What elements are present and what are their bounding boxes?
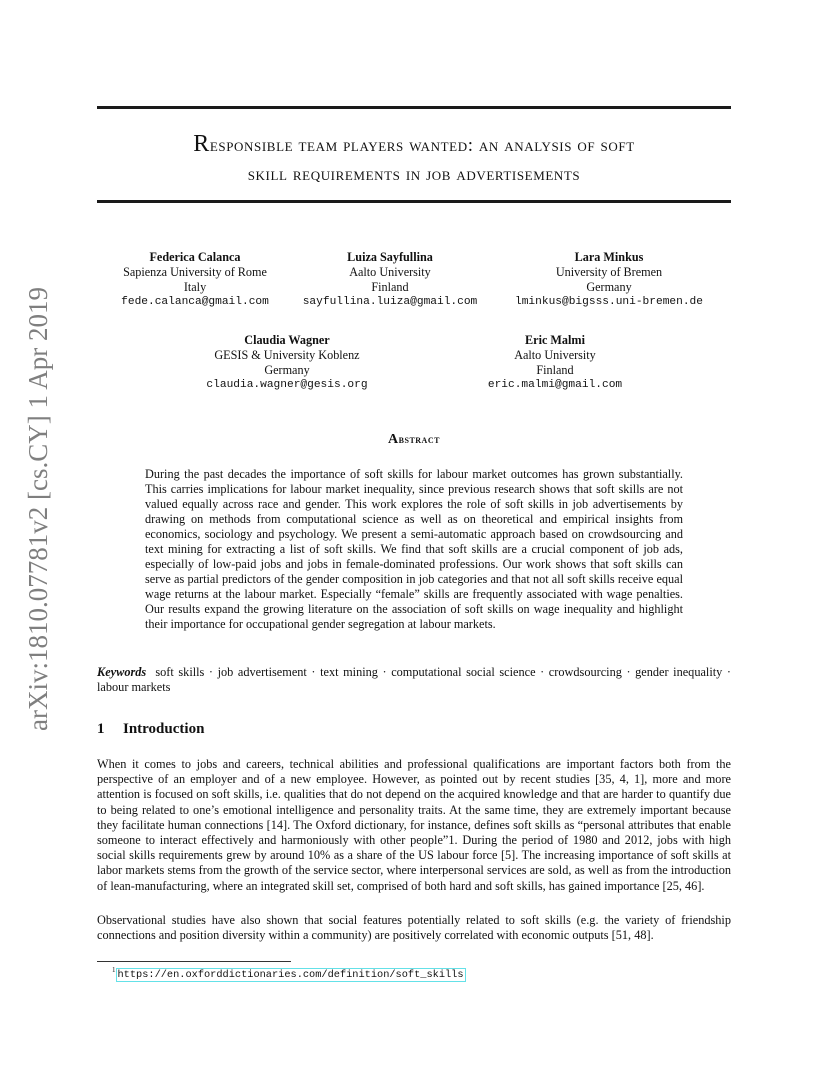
author-name: Claudia Wagner (244, 333, 330, 347)
author-name: Lara Minkus (574, 250, 644, 264)
author-block (489, 250, 729, 310)
body-paragraph: Observational studies have also shown that social features potentially related to soft skills (e.g. the variety of friendship connections and position diversity within a community) are positively correlated with economic outputs [51, 48]. (97, 913, 731, 943)
author-name: Luiza Sayfullina (347, 250, 433, 264)
author-country: Germany (264, 363, 310, 377)
keywords-list: soft skills · job advertisement · text mining · computational social science · crowdsourcing · gender inequality · labour markets (97, 665, 731, 694)
section-heading (97, 721, 204, 738)
title-line-2: skill requirements in job advertisements (247, 164, 581, 185)
title-line-1-rest: esponsible team players wanted: an analysis of soft (209, 135, 635, 156)
author-country: Italy (183, 280, 207, 294)
section-number: 1 (97, 721, 105, 737)
author-email: sayfullina.luiza@gmail.com (302, 296, 478, 308)
author-affiliation: Sapienza University of Rome (123, 265, 267, 279)
author-name: Eric Malmi (525, 333, 585, 347)
author-country: Germany (586, 280, 632, 294)
keywords-label: Keywords (97, 665, 147, 679)
arxiv-identifier-stamp: arXiv:1810.07781v2 [cs.CY] 1 Apr 2019 (23, 287, 53, 731)
footnote-marker: 1 (112, 966, 116, 974)
title-line-1 (97, 130, 731, 160)
footnote (112, 963, 466, 982)
title-initial: R (193, 131, 210, 157)
body-paragraph: When it comes to jobs and careers, technical abilities and professional qualifications are important factors both from the perspective of an employer and of a new employee. However, as pointed out by recent studies [35, 4, 1], more and more attention is focused on soft skills, i.e. qualities that do not depend on the acquired knowledge and that are harder to quantify due to being related to one’s emotional intelligence and personality traits. At the same time, they are extremely important because they facilitate human connections [14]. The Oxford dictionary, for instance, defines soft skills as “personal attributes that enable someone to interact effectively and harmoniously with other people”1. During the period of 1980 and 2012, jobs with high social skills requirements grew by around 10% as a share of the US labour force [5]. The increasing importance of soft skills at labor markets stems from the growth of the service sector, where interpersonal services are sold, as well as from the introduction of lean-manufacturing, where an integrated skill set, comprised of both hard and soft skills, has gained importance [25, 46]. (97, 757, 731, 893)
footnote-rule (97, 961, 291, 962)
author-block (167, 333, 407, 393)
author-block (270, 250, 510, 310)
abstract-heading-rest: bstract (398, 432, 440, 446)
author-email: fede.calanca@gmail.com (121, 296, 269, 308)
author-email: lminkus@bigsss.uni-bremen.de (515, 296, 703, 308)
author-block (435, 333, 675, 393)
author-affiliation: University of Bremen (555, 265, 663, 279)
author-email: eric.malmi@gmail.com (487, 379, 623, 391)
abstract-text: During the past decades the importance of soft skills for labour market outcomes has grown substantially. This carries implications for labour market inequality, since previous research shows that soft skills are not valued equally across race and gender. This work explores the role of soft skills in job advertisements by drawing on methods from computational science as well as on theoretical and empirical insights from economics, sociology and psychology. We present a semi-automatic approach based on crowdsourcing and text mining for extracting a list of soft skills. We find that soft skills are a crucial component of job ads, especially of low-paid jobs and jobs in female-dominated professions. Our work shows that soft skills can serve as partial predictors of the gender composition in job categories and that not all soft skills receive equal wage returns at the labour market. Especially “female” skills are frequently associated with wage penalties. Our results expand the growing literature on the association of soft skills on wage inequality and highlight their importance for occupational gender segregation at labour markets. (145, 467, 683, 631)
author-country: Finland (536, 363, 574, 377)
section-title: Introduction (123, 721, 205, 737)
author-affiliation: GESIS & University Koblenz (214, 348, 360, 362)
author-email: claudia.wagner@gesis.org (206, 379, 368, 391)
author-affiliation: Aalto University (349, 265, 431, 279)
paper-title (97, 130, 731, 189)
abstract-heading (97, 432, 731, 448)
footnote-link[interactable]: https://en.oxforddictionaries.com/definition/soft_skills (117, 968, 464, 981)
author-name: Federica Calanca (149, 250, 241, 264)
keywords-line (97, 665, 731, 695)
title-rule-top (97, 106, 731, 109)
author-affiliation: Aalto University (514, 348, 596, 362)
author-country: Finland (371, 280, 409, 294)
title-rule-bottom (97, 200, 731, 203)
abstract-heading-initial: A (388, 432, 399, 447)
